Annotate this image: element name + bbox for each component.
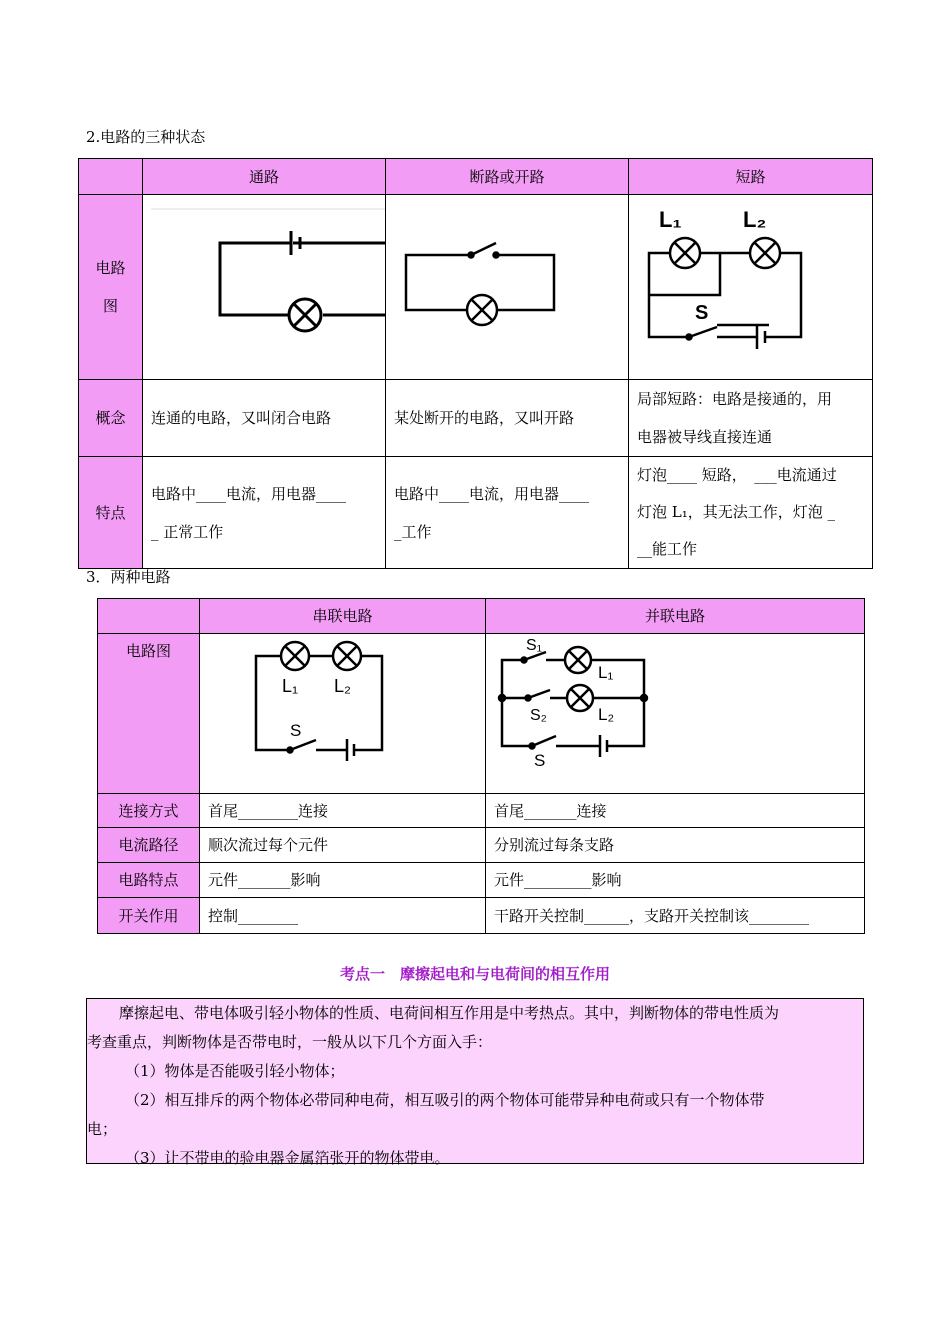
feature-closed <box>143 457 386 569</box>
parallel-label-s: S <box>534 751 546 770</box>
header-closed: 通路 <box>143 159 386 195</box>
feature-short-line1: 灯泡____ 短路， ___电流通过 <box>637 466 837 484</box>
kaodian-item3: （3）让不带电的验电器金属箔张开的物体带电。 <box>125 1149 450 1167</box>
series-label-s: S <box>290 721 302 740</box>
short-circuit-cell <box>629 195 873 380</box>
parallel-switch-role: 干路开关控制______，支路开关控制该________ <box>486 898 865 934</box>
header-open: 断路或开路 <box>386 159 629 195</box>
parallel-features: 元件_________影响 <box>486 863 865 898</box>
closed-circuit-diagram <box>143 195 385 379</box>
row-label-diagram: 电路 图 <box>79 195 143 380</box>
series-circuit-cell <box>200 634 486 794</box>
feature-closed-line2: _ 正常工作 <box>151 522 224 541</box>
concept-short-line2: 电器被导线直接连通 <box>637 428 773 446</box>
header-short: 短路 <box>629 159 873 195</box>
concept-short <box>629 380 873 457</box>
row-label-features: 电路特点 <box>98 863 200 898</box>
series-circuit-diagram <box>200 634 485 792</box>
parallel-connection: 首尾_______连接 <box>486 794 865 828</box>
feature-short <box>629 457 873 569</box>
feature-open-line1: 电路中____电流，用电器____ <box>394 484 590 503</box>
short-circuit-diagram <box>629 195 872 379</box>
feature-open <box>386 457 629 569</box>
series-features: 元件_______影响 <box>200 863 486 898</box>
concept-closed: 连通的电路，又叫闭合电路 <box>143 380 386 457</box>
two-circuits-table <box>97 598 865 934</box>
parallel-label-s2: S₂ <box>530 707 547 724</box>
header-series: 串联电路 <box>200 599 486 634</box>
closed-circuit-cell <box>143 195 386 380</box>
kaodian-title: 考点一 摩擦起电和与电荷间的相互作用 <box>339 965 610 983</box>
feature-short-line2: 灯泡 L₁，其无法工作，灯泡 _ <box>637 503 836 521</box>
row-label-current-path: 电流路径 <box>98 828 200 863</box>
series-connection: 首尾________连接 <box>200 794 486 828</box>
row-label-connection: 连接方式 <box>98 794 200 828</box>
section3-heading: 3．两种电路 <box>86 568 171 586</box>
feature-open-line2: _工作 <box>394 522 432 541</box>
parallel-label-l2: L₂ <box>598 705 615 724</box>
series-switch-role: 控制________ <box>200 898 486 934</box>
parallel-label-s1: S₁ <box>526 637 543 654</box>
parallel-circuit-diagram <box>486 634 864 792</box>
series-current-path: 顺次流过每个元件 <box>200 828 486 863</box>
parallel-circuit-cell <box>486 634 865 794</box>
short-label-s: S <box>695 302 709 324</box>
circuit-states-table <box>78 158 873 569</box>
series-label-l2: L₂ <box>334 676 351 696</box>
corner-cell <box>79 159 143 195</box>
kaodian-box <box>86 998 864 1167</box>
row-label-switch-role: 开关作用 <box>98 898 200 934</box>
parallel-label-l1: L₁ <box>598 663 614 682</box>
section2-heading: 2.电路的三种状态 <box>86 128 206 146</box>
short-label-l2: L₂ <box>743 207 767 232</box>
kaodian-p1-line2: 考查重点，判断物体是否带电时，一般从以下几个方面入手： <box>87 1033 493 1051</box>
row-label-concept: 概念 <box>79 380 143 457</box>
kaodian-item2-line1: （2）相互排斥的两个物体必带同种电荷，相互吸引的两个物体可能带异种电荷或只有一个物体带 <box>125 1091 765 1109</box>
open-circuit-diagram <box>386 195 628 379</box>
parallel-current-path: 分别流过每条支路 <box>486 828 865 863</box>
short-label-l1: L₁ <box>659 207 682 232</box>
header-parallel: 并联电路 <box>486 599 865 634</box>
row-label-feature: 特点 <box>79 457 143 569</box>
kaodian-item1: （1）物体是否能吸引轻小物体； <box>125 1062 345 1080</box>
concept-short-line1: 局部短路：电路是接通的，用 <box>637 390 833 408</box>
corner-cell-2 <box>98 599 200 634</box>
series-label-l1: L₁ <box>282 676 299 696</box>
row-label-diagram-2: 电路图 <box>98 634 200 794</box>
feature-closed-line1: 电路中____电流，用电器____ <box>151 484 347 503</box>
open-circuit-cell <box>386 195 629 380</box>
kaodian-p1-line1: 摩擦起电、带电体吸引轻小物体的性质、电荷间相互作用是中考热点。其中，判断物体的带电性质为 <box>119 1004 780 1022</box>
feature-short-line3: __能工作 <box>637 540 698 558</box>
concept-open: 某处断开的电路，又叫开路 <box>386 380 629 457</box>
kaodian-item2-line2: 电； <box>87 1120 118 1138</box>
